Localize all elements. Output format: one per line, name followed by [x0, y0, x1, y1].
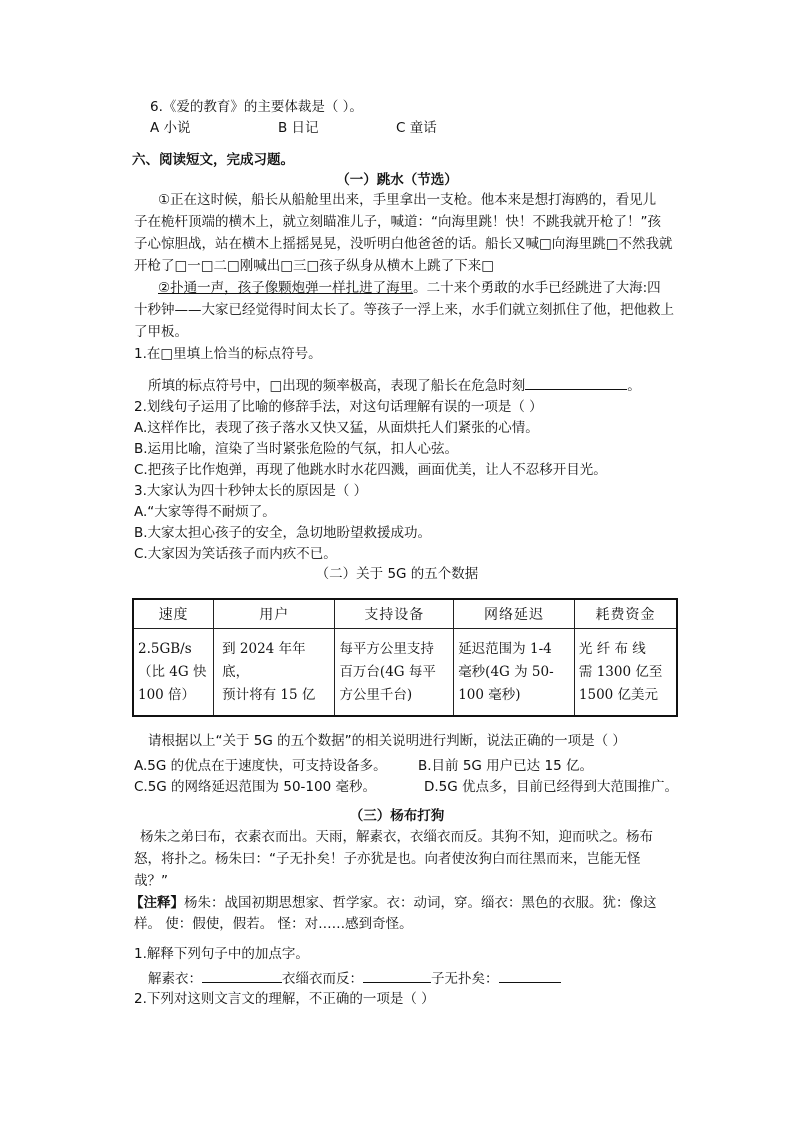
cell-line: 到 2024 年年底，	[222, 640, 306, 680]
underlined-sentence: ②扑通一声，孩子像颗炮弹一样扎进了海里	[158, 280, 414, 296]
header-cost: 耗费资金	[574, 599, 677, 629]
passage1-line: 了甲板。	[134, 324, 188, 340]
q1-sub-text: 所填的标点符号中，□出现的频率极高，表现了船长在危急时刻	[148, 378, 526, 394]
passage3-note-line: 样。 使：假使，假若。 怪：对……感到奇怪。	[134, 916, 413, 932]
cell-devices	[335, 629, 454, 717]
p2-option-a: A.5G 的优点在于速度快，可支持设备多。	[134, 758, 387, 774]
cell-line: 百万台(4G 每平	[339, 663, 436, 680]
passage2-title: （二）关于 5G 的五个数据	[315, 566, 479, 582]
header-latency: 网络延迟	[454, 599, 575, 629]
p1-q2-option-c: C.把孩子比作炮弹，再现了他跳水时水花四溅，画面优美，让人不忍移开目光。	[134, 462, 607, 478]
blank-label: 解素衣：	[148, 971, 202, 987]
cell-latency	[454, 629, 575, 717]
passage3-line: 怒，将扑之。杨朱曰：“子无扑矣！子亦犹是也。向者使汝狗白而往黑而来，岂能无怪	[134, 851, 641, 867]
header-users: 用户	[214, 599, 335, 629]
header-devices: 支持设备	[335, 599, 454, 629]
cell-line: 光 纤 布 线	[578, 640, 646, 657]
q1-end: 。	[627, 378, 641, 394]
cell-users	[214, 629, 335, 717]
p1-question-3: 3.大家认为四十秒钟太长的原因是（ ）	[134, 483, 368, 499]
5g-data-table	[132, 598, 678, 717]
passage1-line: 十秒钟——大家已经觉得时间太长了。等孩子一浮上来，水手们就立刻抓住了他，把他救上	[134, 302, 674, 318]
passage1-line: 子在桅杆顶端的横木上，就立刻瞄准儿子，喊道：“向海里跳！快！不跳我就开枪了！”孩	[134, 214, 661, 230]
cell-line: 延迟范围为 1-4	[458, 640, 552, 657]
cell-cost	[574, 629, 677, 717]
p1-q2-option-a: A.这样作比，表现了孩子落水又快又猛，从面烘托人们紧张的心情。	[134, 420, 539, 436]
cell-speed	[133, 629, 214, 717]
p1-q3-option-c: C.大家因为笑话孩子而内疚不已。	[134, 546, 337, 562]
table-row	[133, 629, 677, 717]
p3-question-1-blanks	[148, 968, 561, 989]
p1-question-2: 2.划线句子运用了比喻的修辞手法，对这句话理解有误的一项是（ ）	[134, 399, 543, 415]
answer-blank[interactable]	[202, 968, 282, 983]
answer-blank[interactable]	[363, 968, 431, 983]
cell-line: 方公里千台)	[339, 686, 413, 703]
p2-option-b: B.目前 5G 用户已达 15 亿。	[418, 758, 593, 774]
passage3-line: 杨朱之弟曰布，衣素衣而出。天雨，解素衣，衣缁衣而反。其狗不知，迎而吠之。杨布	[140, 829, 653, 845]
para2-rest: 。二十来个勇敢的水手已经跳进了大海:四	[413, 280, 661, 296]
answer-blank[interactable]	[525, 375, 627, 390]
passage1-line: ①正在这时候，船长从船舱里出来，手里拿出一支枪。他本来是想打海鸥的，看见儿	[158, 192, 657, 208]
p1-question-1: 1.在□里填上恰当的标点符号。	[134, 346, 322, 362]
cell-line: 毫秒(4G 为 50-	[458, 663, 554, 680]
p1-question-1-sub	[148, 375, 641, 396]
section-title: 六、阅读短文，完成习题。	[132, 152, 294, 168]
passage3-note-line	[130, 893, 657, 913]
p3-question-1: 1.解释下列句子中的加点字。	[134, 946, 309, 962]
cell-line: 1500 亿美元	[578, 686, 659, 703]
passage1-line: 子心惊胆战，站在横木上摇摇晃晃，没听明白他爸爸的话。船长又喊□向海里跳□不然我就	[134, 236, 673, 252]
cell-line: 预计将有 15 亿	[222, 686, 316, 703]
cell-line: 100 倍）	[138, 686, 196, 703]
table-header-row	[133, 599, 677, 629]
p2-option-c: C.5G 的网络延迟范围为 50-100 毫秒。	[134, 779, 376, 795]
q6-stem: 6.《爱的教育》的主要体裁是（ ）。	[150, 99, 363, 115]
note-label: 【注释】	[130, 895, 184, 911]
p1-q3-option-b: B.大家太担心孩子的安全，急切地盼望救援成功。	[134, 525, 432, 541]
passage1-line: 开枪了□一□二□刚喊出□三□孩子纵身从横木上跳了下来□	[134, 258, 495, 274]
q6-option-a: A 小说	[150, 120, 191, 136]
passage3-line: 哉？”	[134, 873, 168, 889]
p2-option-d: D.5G 优点多，目前已经得到大范围推广。	[424, 779, 679, 795]
blank-label: 子无扑矣：	[431, 971, 499, 987]
passage1-para2-line	[158, 278, 661, 298]
passage3-title: （三）杨布打狗	[349, 808, 445, 824]
answer-blank[interactable]	[499, 968, 561, 983]
cell-line: （比 4G 快	[138, 663, 207, 680]
passage1-title: （一）跳水（节选）	[336, 172, 458, 188]
note-text: 杨朱：战国初期思想家、哲学家。衣：动词，穿。缁衣：黑色的衣服。犹：像这	[184, 895, 657, 911]
q6-option-c: C 童话	[396, 120, 437, 136]
p3-question-2: 2.下列对这则文言文的理解，不正确的一项是（ ）	[134, 991, 435, 1007]
cell-line: 每平方公里支持	[339, 640, 434, 657]
cell-line: 100 毫秒)	[458, 686, 521, 703]
p1-q2-option-b: B.运用比喻，渲染了当时紧张危险的气氛，扣人心弦。	[134, 441, 459, 457]
p1-q3-option-a: A.“大家等得不耐烦了。	[134, 504, 276, 520]
cell-line: 需 1300 亿至	[578, 663, 663, 680]
q6-option-b: B 日记	[278, 120, 319, 136]
header-speed: 速度	[133, 599, 214, 629]
cell-line: 2.5GB/s	[138, 640, 192, 657]
p2-question: 请根据以上“关于 5G 的五个数据”的相关说明进行判断，说法正确的一项是（ ）	[148, 733, 626, 749]
blank-label: 衣缁衣而反：	[282, 971, 363, 987]
